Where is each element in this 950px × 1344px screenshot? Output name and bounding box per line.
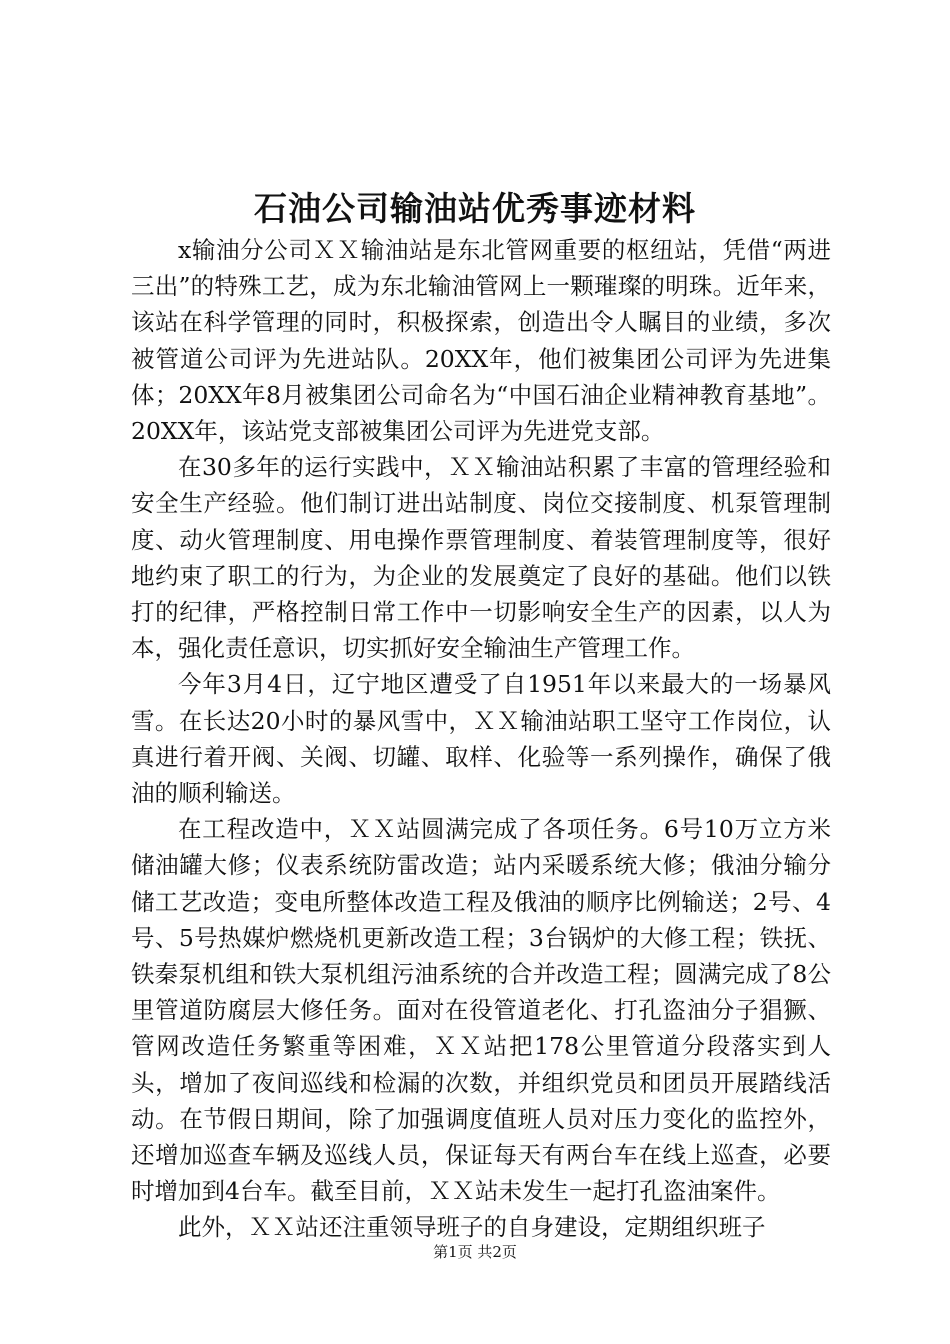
document-title: 石油公司输油站优秀事迹材料 (254, 189, 696, 228)
paragraph-3: 今年3月4日，辽宁地区遭受了自1951年以来最大的一场暴风雪。在长达20小时的暴风雪中，ＸＸ输油站职工坚守工作岗位，认真进行着开阀、关阀、切罐、取样、化验等一系列操作，确保了俄油的顺利输送。 (131, 670, 831, 808)
paragraph-5: 此外，ＸＸ站还注重领导班子的自身建设，定期组织班子 (178, 1213, 766, 1242)
document-body (131, 232, 831, 1246)
page-number-footer: 第1页 共2页 (433, 1243, 517, 1261)
paragraph-2: 在30多年的运行实践中，ＸＸ输油站积累了丰富的管理经验和安全生产经验。他们制订进出站制度、岗位交接制度、机泵管理制度、动火管理制度、用电操作票管理制度、着装管理制度等，很好地约束了职工的行为，为企业的发展奠定了良好的基础。他们以铁打的纪律，严格控制日常工作中一切影响安全生产的因素，以人为本，强化责任意识，切实抓好安全输油生产管理工作。 (131, 453, 831, 663)
paragraph-1: x输油分公司ＸＸ输油站是东北管网重要的枢纽站，凭借“两进三出”的特殊工艺，成为东北输油管网上一颗璀璨的明珠。近年来，该站在科学管理的同时，积极探索，创造出令人瞩目的业绩，多次被管道公司评为先进站队。20XX年，他们被集团公司评为先进集体；20XX年8月被集团公司命名为“中国石油企业精神教育基地”。20XX年，该站党支部被集团公司评为先进党支部。 (131, 236, 831, 446)
paragraph-4: 在工程改造中，ＸＸ站圆满完成了各项任务。6号10万立方米储油罐大修；仪表系统防雷改造；站内采暖系统大修；俄油分输分储工艺改造；变电所整体改造工程及俄油的顺序比例输送；2号、4号、5号热媒炉燃烧机更新改造工程；3台锅炉的大修工程；铁抚、铁秦泵机组和铁大泵机组污油系统的合并改造工程；圆满完成了8公里管道防腐层大修任务。面对在役管道老化、打孔盗油分子猖獗、管网改造任务繁重等困难，ＸＸ站把178公里管道分段落实到人头，增加了夜间巡线和检漏的次数，并组织党员和团员开展踏线活动。在节假日期间，除了加强调度值班人员对压力变化的监控外，还增加巡查车辆及巡线人员，保证每天有两台车在线上巡查，必要时增加到4台车。截至目前，ＸＸ站未发生一起打孔盗油案件。 (131, 815, 831, 1206)
